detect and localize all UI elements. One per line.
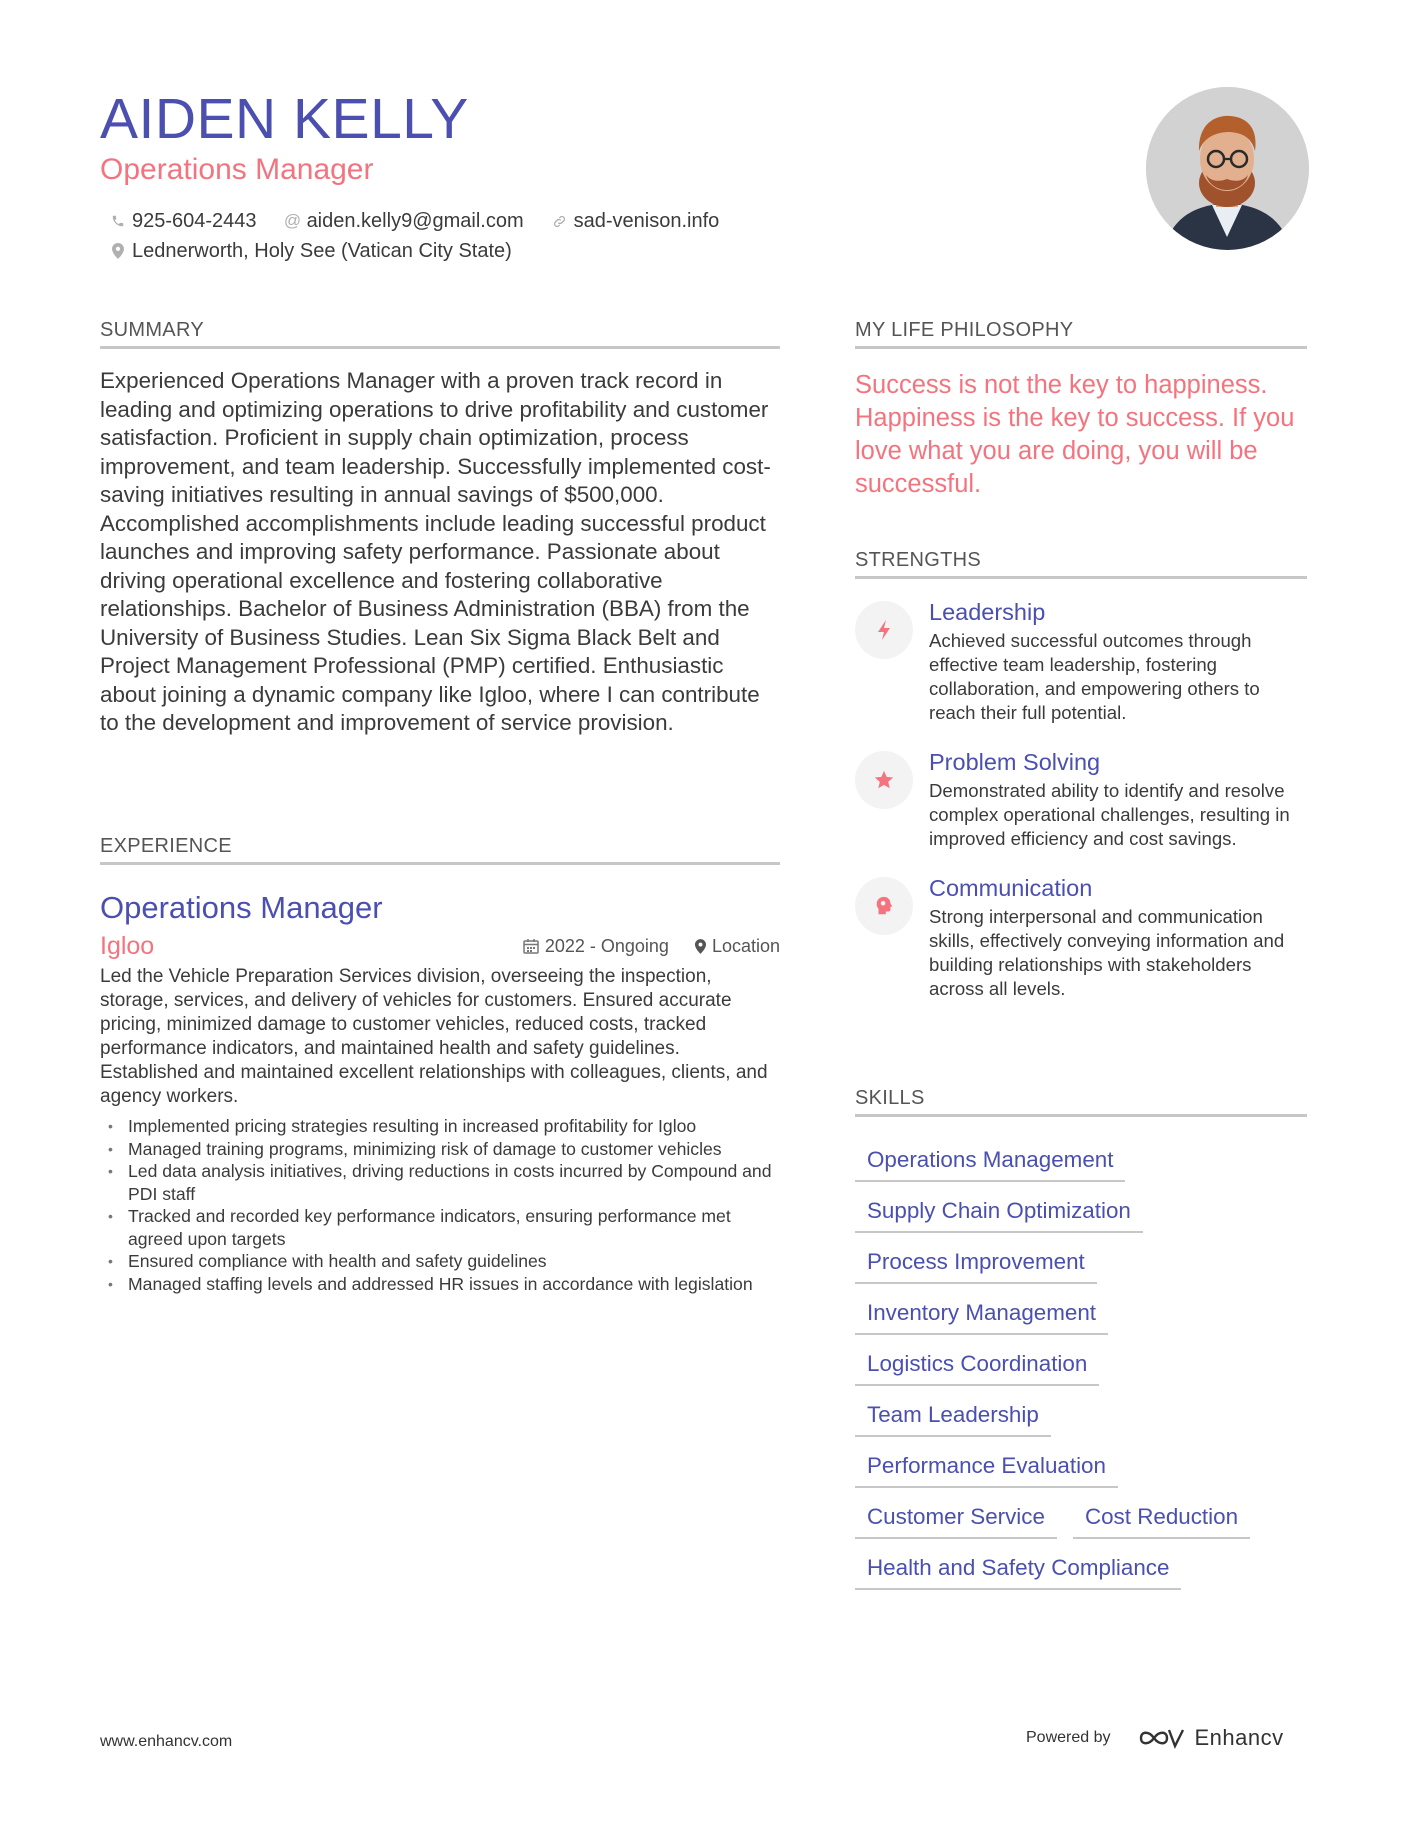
- brand-name: Enhancv: [1194, 1725, 1284, 1750]
- job-description: Led the Vehicle Preparation Services division, overseeing the inspection, storage, services, and delivery of vehicles for customers. Ensured accurate pricing, minimized damage to customer vehicles, reduced costs, tracked performance indicators, and maintained health and safety guidelines. Established and maintained excellent relationships with colleagues, clients, and agency workers.: [100, 966, 768, 1107]
- strength-title: Leadership: [929, 599, 1046, 625]
- star-icon: [855, 751, 913, 809]
- location-pin-icon: [108, 241, 128, 261]
- strengths-list: [855, 597, 1307, 1001]
- skill-tag: Operations Management: [855, 1146, 1125, 1182]
- contact-website: [550, 210, 720, 233]
- strength-description: Achieved successful outcomes through effective team leadership, fostering collaboration, and empowering others to reach their full potential.: [929, 630, 1260, 723]
- job-location-text: Location: [711, 935, 780, 956]
- contact-phone: [108, 210, 257, 233]
- enhancv-logo[interactable]: [1137, 1725, 1284, 1751]
- job-bullet: • Ensured compliance with health and safety guidelines: [100, 1250, 780, 1273]
- enhancv-logo-icon: [1137, 1725, 1185, 1751]
- website-link[interactable]: sad-venison.info: [573, 209, 720, 232]
- job-bullet: • Tracked and recorded key performance indicators, ensuring performance met agreed upon targets: [100, 1205, 780, 1250]
- skill-tag: Supply Chain Optimization: [855, 1197, 1143, 1233]
- summary-heading: SUMMARY: [100, 318, 780, 349]
- skill-tag: Team Leadership: [855, 1401, 1051, 1437]
- strength-description: Strong interpersonal and communication skills, effectively conveying information and building relationships with stakeholders across all levels.: [929, 906, 1285, 999]
- job-bullet: • Managed staffing levels and addressed HR issues in accordance with legislation: [100, 1273, 780, 1296]
- skill-tag: Customer Service: [855, 1503, 1057, 1539]
- skill-tag: Inventory Management: [855, 1299, 1108, 1335]
- skills-heading: SKILLS: [855, 1086, 1307, 1117]
- experience-heading: EXPERIENCE: [100, 834, 780, 865]
- skill-tag: Performance Evaluation: [855, 1452, 1118, 1488]
- location-pin-icon: [695, 939, 706, 954]
- candidate-title: Operations Manager: [100, 153, 374, 186]
- skill-tag: Process Improvement: [855, 1248, 1097, 1284]
- head-icon: [855, 877, 913, 935]
- job-bullet: • Implemented pricing strategies resulting in increased profitability for Igloo: [100, 1115, 780, 1138]
- philosophy-quote: Success is not the key to happiness. Happiness is the key to success. If you love what you are doing, you will be successful.: [855, 371, 1295, 498]
- skill-tag: Cost Reduction: [1073, 1503, 1250, 1539]
- link-icon: [550, 211, 570, 231]
- skills-section: [855, 1086, 1307, 1590]
- skill-tag: Health and Safety Compliance: [855, 1554, 1181, 1590]
- phone-icon: [108, 211, 128, 231]
- profile-photo: [1146, 87, 1309, 250]
- job-bullet: • Managed training programs, minimizing risk of damage to customer vehicles: [100, 1138, 780, 1161]
- candidate-name: AIDEN KELLY: [100, 87, 469, 151]
- contact-info: [108, 206, 808, 266]
- footer-site-link[interactable]: www.enhancv.com: [100, 1733, 233, 1750]
- job-location: [695, 936, 780, 957]
- job-bullet: • Led data analysis initiatives, driving reductions in costs incurred by Compound and PDI staff: [100, 1160, 780, 1205]
- contact-location: [108, 240, 512, 263]
- powered-by-label: Powered by: [1026, 1729, 1111, 1746]
- strength-item: [855, 597, 1307, 725]
- skill-tag: Logistics Coordination: [855, 1350, 1099, 1386]
- job-dates: [523, 936, 669, 957]
- strength-title: Problem Solving: [929, 749, 1101, 775]
- company-name: Igloo: [100, 931, 155, 960]
- skills-list: [855, 1131, 1307, 1590]
- location-text: Lednerworth, Holy See (Vatican City State): [132, 239, 512, 262]
- summary-text: Experienced Operations Manager with a proven track record in leading and optimizing operations to drive profitability and customer satisfaction. Proficient in supply chain optimization, process improvement, and team leadership. Successfully implemented cost-saving initiatives resulting in annual savings of $500,000. Accomplished accomplishments include leading successful product launches and improving safety performance. Passionate about driving operational excellence and fostering collaborative relationships. Bachelor of Business Administration (BBA) from the University of Business Studies. Lean Six Sigma Black Belt and Project Management Professional (PMP) certified. Enthusiastic about joining a dynamic company like Igloo, where I can contribute to the development and improvement of service provision.: [100, 368, 771, 735]
- strengths-section: [855, 548, 1307, 1001]
- philosophy-section: [855, 318, 1307, 501]
- strength-item: [855, 873, 1307, 1001]
- job-entry: [100, 889, 780, 1295]
- calendar-icon: [523, 938, 539, 954]
- left-column: [100, 318, 780, 738]
- email-link[interactable]: aiden.kelly9@gmail.com: [306, 209, 524, 232]
- bolt-icon: [855, 601, 913, 659]
- strengths-heading: STRENGTHS: [855, 548, 1307, 579]
- job-dates-text: 2022 - Ongoing: [544, 935, 669, 956]
- phone-text[interactable]: 925-604-2443: [132, 209, 257, 232]
- strength-description: Demonstrated ability to identify and resolve complex operational challenges, resulting in improved efficiency and cost savings.: [929, 780, 1290, 849]
- contact-email: [283, 210, 524, 233]
- footer-branding: [1026, 1725, 1284, 1751]
- strength-title: Communication: [929, 875, 1093, 901]
- experience-section: [100, 834, 780, 1295]
- strength-item: [855, 747, 1307, 851]
- job-bullets: [100, 1115, 780, 1295]
- philosophy-heading: MY LIFE PHILOSOPHY: [855, 318, 1307, 349]
- job-title: Operations Manager: [100, 890, 383, 925]
- at-icon: @: [283, 211, 302, 230]
